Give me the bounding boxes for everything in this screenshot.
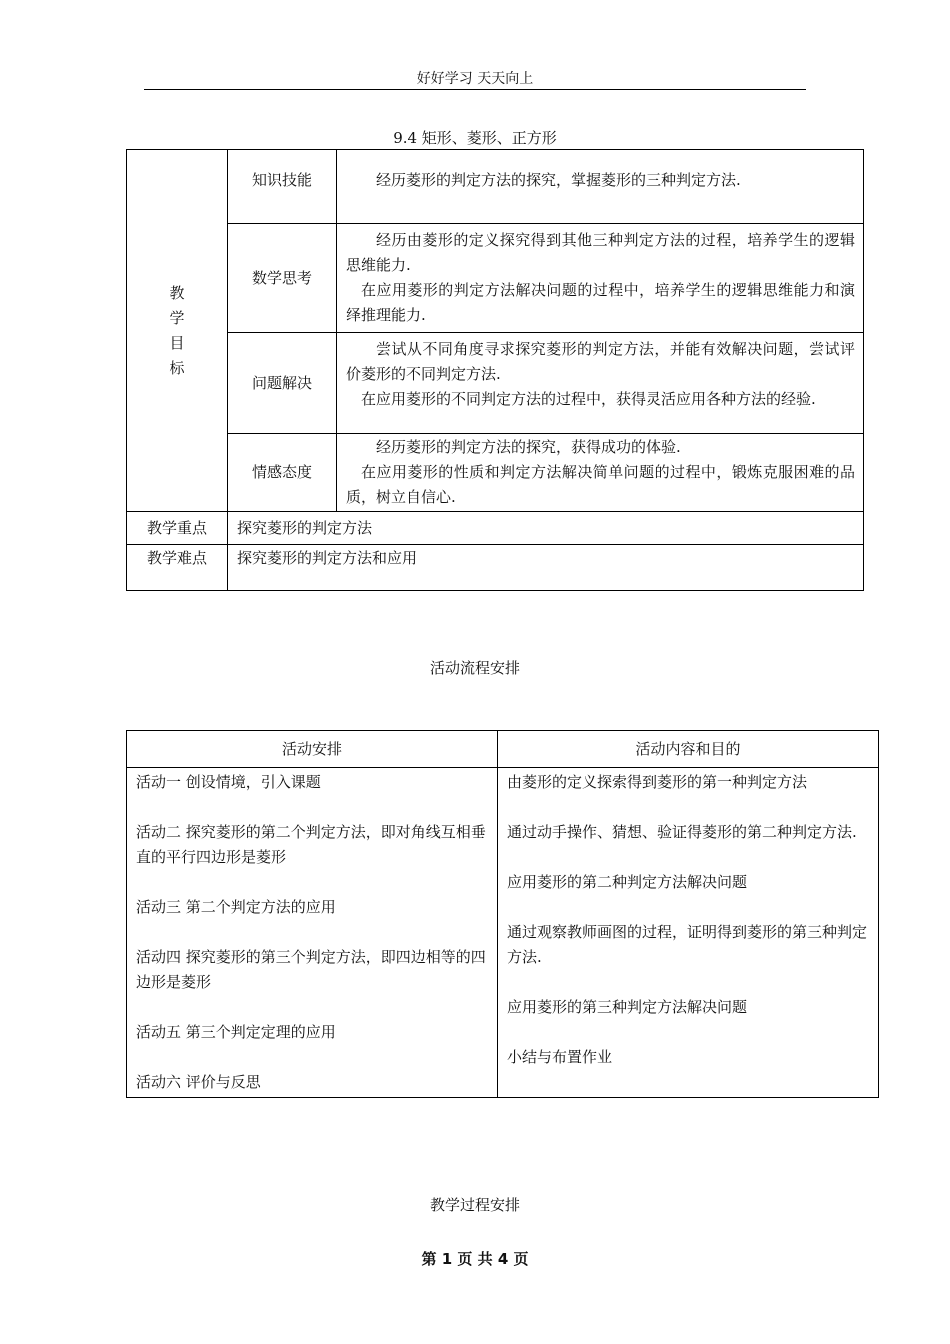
header-rule [144,89,806,90]
objective-paragraph: 经历菱形的判定方法的探究，掌握菱形的三种判定方法. [376,171,741,189]
activity-arrangement-item: 活动六 评价与反思 [136,1073,261,1091]
objective-paragraph: 在应用菱形的性质和判定方法解决简单问题的过程中，锻炼克服困难的品质，树立自信心. [346,463,855,506]
teaching-goal-label [127,150,228,512]
activity-arrangement-item: 活动一 创设情境，引入课题 [136,773,321,791]
activity-header-row [127,731,879,768]
goal-label-char: 目 [169,333,185,352]
objective-content-attitude [337,434,864,512]
activity-arrangement-item: 活动三 第二个判定方法的应用 [136,898,336,916]
activity-body-row [127,768,879,1098]
activity-arrangement-item: 活动四 探究菱形的第三个判定方法，即四边相等的四边形是菱形 [136,948,486,991]
activity-section-heading: 活动流程安排 [429,659,520,677]
activity-arrangement-cell [127,768,498,1098]
activity-purpose-item: 通过观察教师画图的过程，证明得到菱形的第三种判定方法. [507,923,868,966]
page-header: 好好学习 天天向上 [416,71,534,87]
activity-table [126,730,879,1098]
activity-header-arrangement: 活动安排 [127,731,498,768]
objectives-table [126,149,864,591]
difficult-point-label: 教学难点 [127,545,228,591]
key-point-row [127,512,864,545]
objective-label-knowledge: 知识技能 [228,150,337,224]
objective-paragraph: 在应用菱形的不同判定方法的过程中，获得灵活应用各种方法的经验. [361,390,816,408]
key-point-label: 教学重点 [127,512,228,545]
objective-content-knowledge [337,150,864,224]
goal-label-char: 学 [169,308,185,327]
activity-arrangement-item: 活动二 探究菱形的第二个判定方法，即对角线互相垂直的平行四边形是菱形 [136,823,486,866]
objective-paragraph: 经历由菱形的定义探究得到其他三种判定方法的过程，培养学生的逻辑思维能力. [346,231,855,274]
objective-row-knowledge [127,150,864,224]
goal-label-char: 标 [169,358,185,377]
difficult-point-value: 探究菱形的判定方法和应用 [228,545,864,591]
activity-purpose-item: 应用菱形的第二种判定方法解决问题 [507,873,748,891]
activity-purpose-item: 小结与布置作业 [507,1048,613,1066]
objective-label-thinking: 数学思考 [228,224,337,333]
activity-purpose-item: 由菱形的定义探索得到菱形的第一种判定方法 [507,773,808,791]
objective-paragraph: 尝试从不同角度寻求探究菱形的判定方法，并能有效解决问题，尝试评价菱形的不同判定方法. [346,340,855,383]
objective-row-attitude [127,434,864,512]
goal-label-char: 教 [169,283,185,302]
objective-label-attitude: 情感态度 [228,434,337,512]
difficult-point-row [127,545,864,591]
document-title: 9.4 矩形、菱形、正方形 [393,129,557,147]
process-section-heading: 教学过程安排 [429,1196,520,1214]
objective-row-problem-solving [127,333,864,434]
objective-content-thinking [337,224,864,333]
objective-paragraph: 在应用菱形的判定方法解决问题的过程中，培养学生的逻辑思维能力和演绎推理能力. [346,281,855,324]
key-point-value: 探究菱形的判定方法 [228,512,864,545]
objective-paragraph: 经历菱形的判定方法的探究，获得成功的体验. [376,438,681,456]
activity-purpose-cell [498,768,879,1098]
page-footer: 第 1 页 共 4 页 [421,1250,529,1268]
objective-content-problem-solving [337,333,864,434]
activity-header-purpose: 活动内容和目的 [498,731,879,768]
activity-purpose-item: 应用菱形的第三种判定方法解决问题 [507,998,748,1016]
activity-arrangement-item: 活动五 第三个判定定理的应用 [136,1023,336,1041]
activity-purpose-item: 通过动手操作、猜想、验证得菱形的第二种判定方法. [507,823,857,841]
objective-row-thinking [127,224,864,333]
objective-label-problem-solving: 问题解决 [228,333,337,434]
